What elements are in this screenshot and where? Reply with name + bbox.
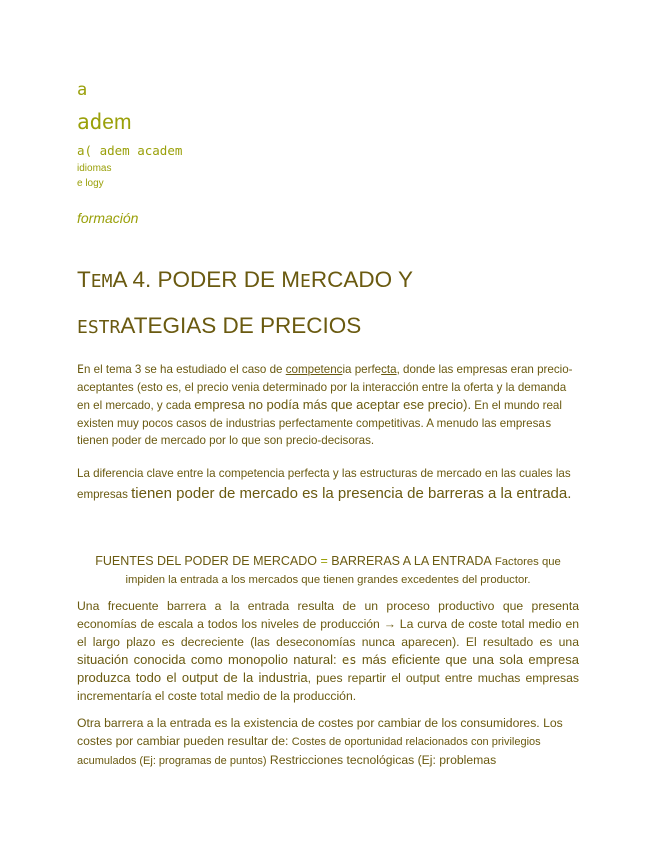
text-run: empresa no podía más que aceptar ese precio).: [194, 397, 472, 412]
paragraph-switching-costs: [77, 714, 579, 770]
text-run: n el tema 3 se ha estudiado el caso de: [83, 363, 286, 376]
text-run: tienen poder de mercado es la presencia de barreras a la entrada.: [131, 484, 572, 502]
text-run: BARRERAS A LA ENTRADA: [331, 554, 492, 568]
brand-line: [77, 143, 182, 158]
title-part: A 4: [112, 267, 145, 292]
text-run: y: [496, 380, 503, 394]
text-run: =: [316, 554, 332, 568]
text-run: s: [544, 415, 552, 430]
text-run: ia perfe: [342, 363, 382, 376]
text-run: Costes de oportunidad relacionados con privilegios acumulados (Ej: programas de puntos): [77, 736, 541, 767]
text-run: Otra barrera a la entrada es la existencia de costes por cambiar de los consumidores. Los costes por cambiar pueden resultar de:: [77, 716, 563, 748]
title-part: E: [300, 271, 311, 292]
text-run: más eficiente que una sola empresa produzca todo el output de la industria: [77, 652, 579, 685]
brand-letter: a: [77, 80, 88, 100]
text-run: FUENTES DEL PODER DE MERCADO: [95, 554, 317, 568]
title-part: . PODER DE M: [144, 267, 300, 292]
title-part: RCADO Y: [310, 267, 413, 292]
title-part: T: [77, 267, 91, 292]
text-run: Factores que impiden la entrada a los mercados que tienen grandes excedentes del productor.: [125, 556, 561, 586]
section-heading: [77, 553, 579, 589]
text-run: , pues repartir el output entre muchas empresas incrementaría el coste total medio de la producción.: [77, 671, 579, 703]
paragraph-natural-monopoly: [77, 597, 579, 705]
text-run: Restricciones tecnológicas (Ej: problemas: [266, 753, 497, 767]
text-run: La diferencia clave entre la competencia perfecta y las estructuras de mercado en las cuales las empresas: [77, 467, 571, 501]
title-part: ESTR: [77, 317, 121, 338]
title-part: EM: [90, 271, 113, 292]
text-run: cta: [381, 363, 397, 376]
brand-tech: e logy: [77, 178, 104, 189]
page-title-line-1: [77, 267, 413, 293]
brand-line-2: adem: [99, 143, 130, 158]
text-run: situación conocida como monopolio natural:: [77, 652, 342, 667]
text-run: , d: [396, 363, 410, 376]
page-title-line-2: [77, 313, 361, 339]
text-run: E: [77, 362, 84, 376]
brand-line-1: a(: [77, 143, 93, 158]
brand-formacion: formación: [77, 210, 139, 226]
brand-adem-prefix: ad: [77, 110, 103, 134]
text-run: la demanda en el mercado, y cada: [77, 380, 567, 412]
text-run: competenc: [285, 363, 343, 376]
paragraph-key-difference: [77, 465, 579, 505]
text-run: (las deseconomías nunca aparecen). El resultado es una: [250, 635, 579, 649]
title-part: ATEGIAS DE PRECIOS: [120, 313, 362, 338]
text-run: Una frecuente barrera a la entrada resulta de un proceso productivo que presenta economías de escala a todos los niveles de producción → La curva de coste total medio en el largo plazo es decreciente: [77, 599, 579, 649]
brand-line-3: academ: [137, 143, 183, 158]
text-run: En el mundo real existen muy pocos casos de industrias perfectamente competitivas. A menudo las empresa: [77, 399, 562, 430]
brand-adem: [77, 110, 131, 135]
brand-adem-big: em: [102, 111, 132, 134]
paragraph-intro: [77, 361, 579, 450]
text-run: es: [341, 653, 357, 667]
text-run: tienen poder de mercado por lo que son precio-decisoras.: [77, 434, 375, 447]
brand-idiomas: idiomas: [77, 163, 112, 174]
text-run: onde las empresas eran precio-aceptantes (esto es, el precio venia determinado por la interacción entre la oferta: [77, 363, 573, 394]
